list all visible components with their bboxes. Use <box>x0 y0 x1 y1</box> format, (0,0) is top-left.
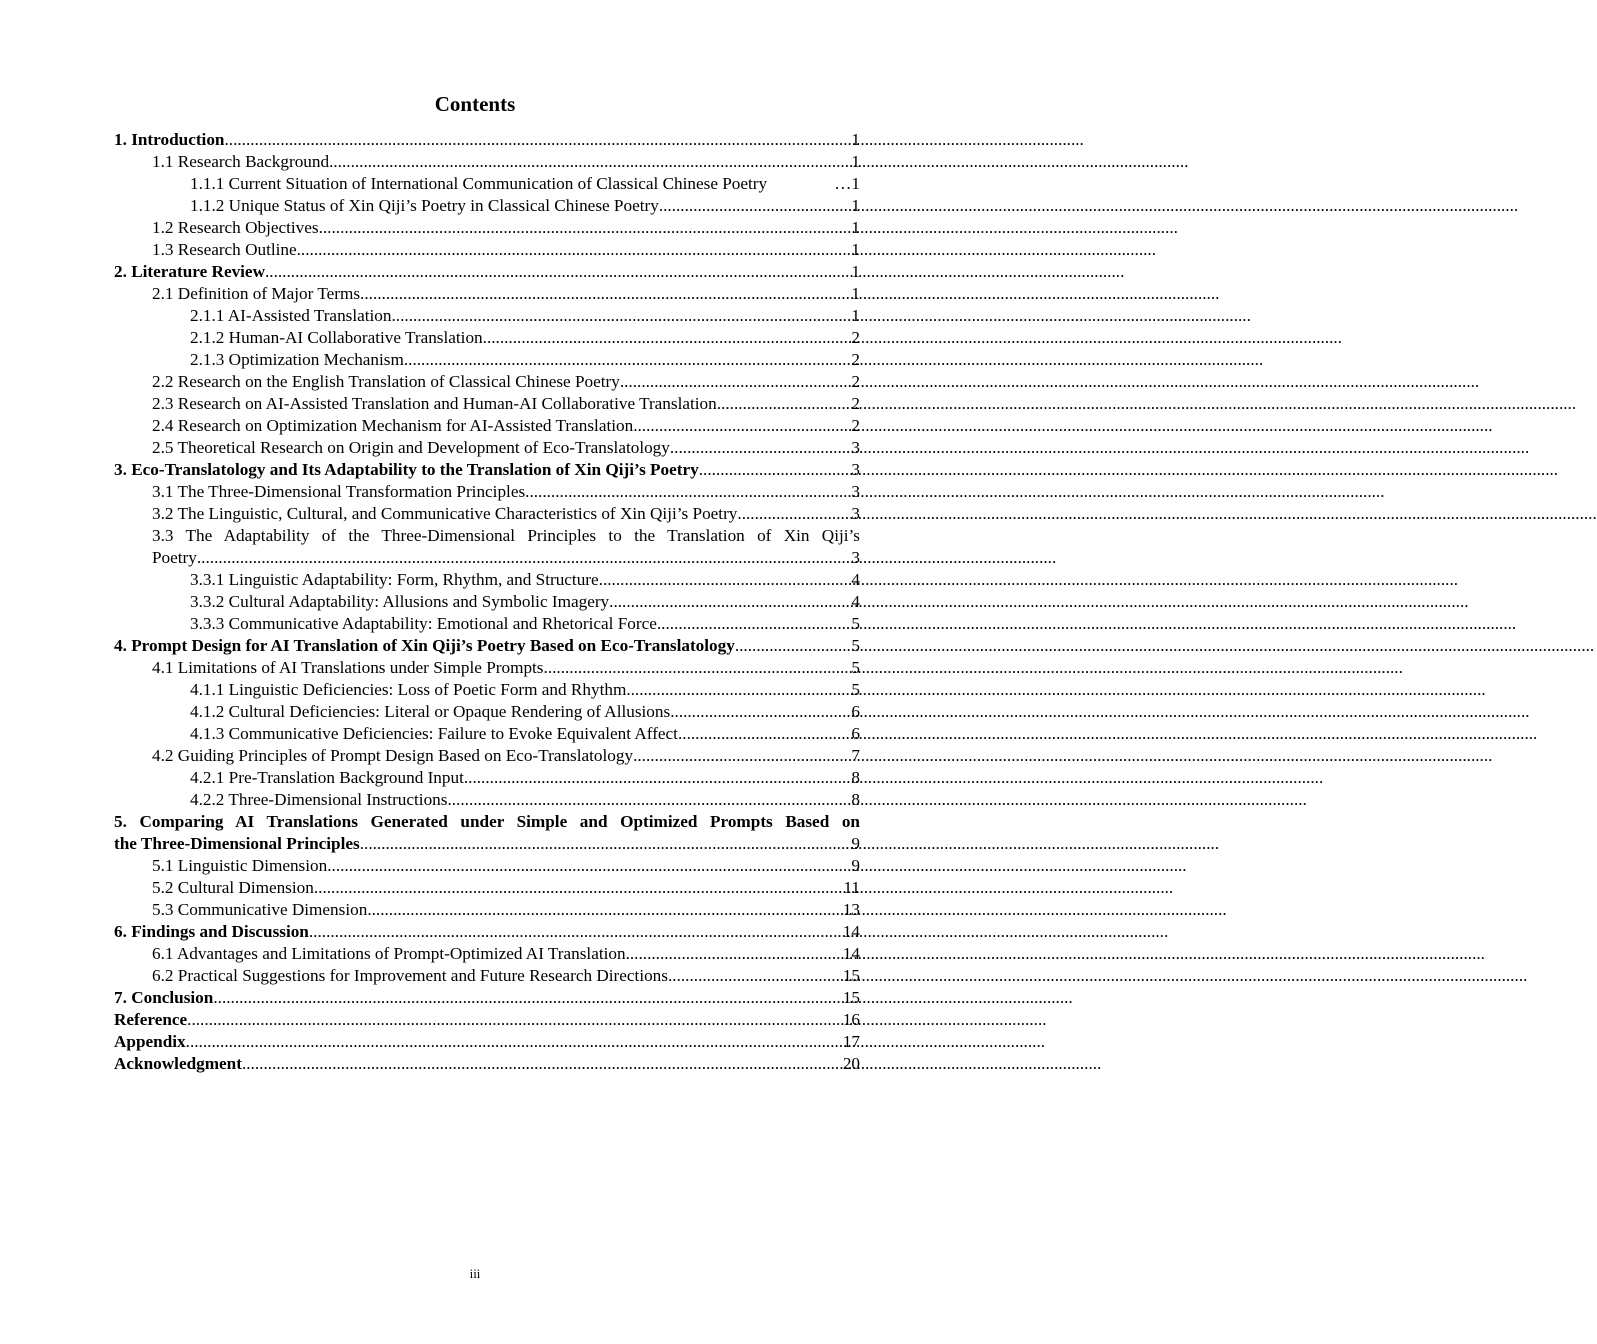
dot-leader <box>483 327 852 349</box>
toc-page-number: 3 <box>851 482 860 501</box>
toc-page-number: 3 <box>851 504 860 523</box>
toc-entry-title: 1.2 Research Objectives <box>152 218 319 237</box>
toc-entry[interactable] <box>114 415 860 437</box>
dot-leader <box>626 943 843 965</box>
toc-page-number: 2 <box>851 350 860 369</box>
dot-leader <box>668 965 843 987</box>
toc-page-number: 14 <box>842 922 860 941</box>
toc-entry[interactable] <box>114 855 860 877</box>
toc-entry-title: 3.3.3 Communicative Adaptability: Emotional and Rhetorical Force <box>190 614 657 633</box>
dot-leader <box>657 613 852 635</box>
toc-entry-title: 5.3 Communicative Dimension <box>152 900 368 919</box>
toc-entry[interactable] <box>114 723 860 745</box>
toc-page-number: 1 <box>851 284 860 303</box>
toc-entry-title: 2.1.3 Optimization Mechanism <box>190 350 404 369</box>
dot-leader <box>447 789 851 811</box>
toc-entry-title: 2.4 Research on Optimization Mechanism for AI-Assisted Translation <box>152 416 634 435</box>
page-number: iii <box>469 1266 481 1281</box>
toc-entry-title: 1.1.1 Current Situation of International Communication of Classical Chinese Poetry <box>190 174 768 193</box>
toc-entry[interactable] <box>114 877 860 899</box>
toc-entry[interactable] <box>114 261 860 283</box>
toc-entry[interactable] <box>114 833 860 855</box>
dot-leader <box>360 283 851 305</box>
toc-page-number: 5 <box>851 658 860 677</box>
toc-entry-title: 2.1.2 Human-AI Collaborative Translation <box>190 328 483 347</box>
dot-leader <box>197 547 852 569</box>
toc-entry[interactable] <box>114 195 860 217</box>
toc-entry-title: Reference <box>114 1010 188 1029</box>
dot-leader <box>599 569 852 591</box>
dot-leader <box>392 305 852 327</box>
dot-leader <box>297 239 852 261</box>
toc-entry-title: 2.2 Research on the English Translation of Classical Chinese Poetry <box>152 372 620 391</box>
toc-entry-title: 6. Findings and Discussion <box>114 922 309 941</box>
toc-entry[interactable] <box>114 459 860 481</box>
toc-entry[interactable] <box>114 305 860 327</box>
toc-entry[interactable] <box>114 965 860 987</box>
toc-entry[interactable] <box>114 635 860 657</box>
toc-entry-title: 3.1 The Three-Dimensional Transformation Principles <box>152 482 526 501</box>
page-title: Contents <box>434 92 516 116</box>
toc-entry-line1[interactable]: 5. Comparing AI Translations Generated under Simple and Optimized Prompts Based on <box>114 812 860 831</box>
toc-page-number: 3 <box>851 548 860 567</box>
toc-entry-title: 2. Literature Review <box>114 262 265 281</box>
toc-entry-title: 4.2.2 Three-Dimensional Instructions <box>190 790 448 809</box>
toc-entry-title: 6.2 Practical Suggestions for Improvement and Future Research Directions <box>152 966 668 985</box>
dot-leader <box>224 129 851 151</box>
toc-entry[interactable] <box>114 679 860 701</box>
toc-entry[interactable] <box>114 943 860 965</box>
toc-page-number: 1 <box>851 152 860 171</box>
toc-entry[interactable] <box>114 745 860 767</box>
dot-leader <box>327 855 851 877</box>
toc-entry-title: 4.1.3 Communicative Deficiencies: Failure to Evoke Equivalent Affect <box>190 724 678 743</box>
toc-page-number: 20 <box>842 1054 860 1073</box>
toc-page-number: 1 <box>851 196 860 215</box>
toc-page-number: 9 <box>851 856 860 875</box>
toc-entry[interactable] <box>114 1031 860 1053</box>
toc-entry-title: 5.1 Linguistic Dimension <box>152 856 328 875</box>
toc-entry-title: 4.2.1 Pre-Translation Background Input <box>190 768 464 787</box>
toc-page-number: 11 <box>843 878 860 897</box>
toc-entry[interactable] <box>114 173 860 195</box>
dot-leader <box>309 921 843 943</box>
toc-entry-title: 1.1 Research Background <box>152 152 330 171</box>
toc-page-number: 2 <box>851 328 860 347</box>
toc-entry[interactable] <box>114 767 860 789</box>
dot-leader <box>242 1053 843 1075</box>
toc-entry[interactable] <box>114 569 860 591</box>
dot-leader: … <box>834 174 852 193</box>
toc-entry-title: 1.1.2 Unique Status of Xin Qiji’s Poetry in Classical Chinese Poetry <box>190 196 659 215</box>
toc-entry-title: 4.1.2 Cultural Deficiencies: Literal or Opaque Rendering of Allusions <box>190 702 671 721</box>
toc-entry[interactable] <box>114 481 860 503</box>
toc-entry[interactable] <box>114 437 860 459</box>
toc-entry-title: Appendix <box>114 1032 186 1051</box>
toc-entry[interactable] <box>114 701 860 723</box>
toc-page-number: 1 <box>851 218 860 237</box>
dot-leader <box>659 195 852 217</box>
toc-entry-title: 5.2 Cultural Dimension <box>152 878 314 897</box>
dot-leader <box>187 1009 843 1031</box>
dot-leader <box>329 151 851 173</box>
toc-entry-title: the Three-Dimensional Principles <box>114 834 360 853</box>
toc-entry[interactable] <box>114 921 860 943</box>
toc-entry[interactable] <box>114 613 860 635</box>
toc-page-number: 8 <box>851 790 860 809</box>
dot-leader <box>525 481 851 503</box>
toc-entry-title: 4.1 Limitations of AI Translations under Simple Prompts <box>152 658 544 677</box>
toc-entry[interactable] <box>114 789 860 811</box>
toc-entry[interactable] <box>114 591 860 613</box>
toc-entry[interactable] <box>114 371 860 393</box>
toc-page-number: 16 <box>842 1010 860 1029</box>
dot-leader <box>620 371 852 393</box>
toc-page-number: 5 <box>851 614 860 633</box>
toc-page-number: 2 <box>851 394 860 413</box>
dot-leader <box>735 635 852 657</box>
toc-entry-title: 4.2 Guiding Principles of Prompt Design Based on Eco-Translatology <box>152 746 634 765</box>
dot-leader <box>360 833 852 855</box>
dot-leader <box>633 745 851 767</box>
dot-leader <box>367 899 843 921</box>
toc-entry[interactable] <box>114 987 860 1009</box>
toc-entry-title: Acknowledgment <box>114 1054 242 1073</box>
toc-entry[interactable] <box>114 239 860 261</box>
toc-entry[interactable] <box>114 503 860 525</box>
dot-leader <box>678 723 851 745</box>
toc-entry-title: 3. Eco-Translatology and Its Adaptability to the Translation of Xin Qiji’s Poetry <box>114 460 699 479</box>
toc-entry[interactable] <box>114 657 860 679</box>
dot-leader <box>319 217 852 239</box>
dot-leader <box>213 987 842 1009</box>
toc-page-number: 1 <box>851 130 860 149</box>
toc-entry-title: 3.3.1 Linguistic Adaptability: Form, Rhythm, and Structure <box>190 570 599 589</box>
toc-page-number: 5 <box>851 636 860 655</box>
toc-entry-title: 6.1 Advantages and Limitations of Prompt-Optimized AI Translation <box>152 944 626 963</box>
toc-page-number: 3 <box>851 438 860 457</box>
toc-entry[interactable] <box>114 129 860 151</box>
dot-leader <box>265 261 851 283</box>
toc-entry[interactable] <box>114 1009 860 1031</box>
dot-leader <box>609 591 851 613</box>
toc-entry-title: 4. Prompt Design for AI Translation of Xin Qiji’s Poetry Based on Eco-Translatology <box>114 636 735 655</box>
toc-page-number: 4 <box>851 570 860 589</box>
dot-leader <box>626 679 851 701</box>
dot-leader <box>670 701 851 723</box>
toc-entry-title: 3.2 The Linguistic, Cultural, and Communicative Characteristics of Xin Qiji’s Poetry <box>152 504 738 523</box>
toc-entry-line1[interactable]: 3.3 The Adaptability of the Three-Dimensional Principles to the Translation of Xin Qiji’s <box>152 526 860 545</box>
toc-entry-title: 7. Conclusion <box>114 988 214 1007</box>
dot-leader <box>699 459 852 481</box>
toc-page-number: 1 <box>851 306 860 325</box>
toc-page-number: 2 <box>851 372 860 391</box>
toc-entry-title: 2.3 Research on AI-Assisted Translation and Human-AI Collaborative Translation <box>152 394 717 413</box>
toc-page-number: 6 <box>851 724 860 743</box>
toc-page-number: 15 <box>842 966 860 985</box>
toc-entry-title: 2.5 Theoretical Research on Origin and Development of Eco-Translatology <box>152 438 670 457</box>
toc-page-number: 13 <box>842 900 860 919</box>
toc-page-number: 5 <box>851 680 860 699</box>
toc-entry-title: Poetry <box>152 548 197 567</box>
toc-entry-title: 1. Introduction <box>114 130 225 149</box>
dot-leader <box>314 877 844 899</box>
toc-page-number: 2 <box>851 416 860 435</box>
toc-page-number: 1 <box>851 174 860 193</box>
toc-page-number: 8 <box>851 768 860 787</box>
dot-leader <box>670 437 852 459</box>
dot-leader <box>633 415 851 437</box>
toc-page-number: 17 <box>842 1032 860 1051</box>
toc-page-number: 4 <box>851 592 860 611</box>
dot-leader <box>464 767 852 789</box>
toc-page-number: 3 <box>851 460 860 479</box>
toc-page-number: 14 <box>842 944 860 963</box>
toc-page-number: 6 <box>851 702 860 721</box>
toc-page-number: 7 <box>851 746 860 765</box>
toc-entry-title: 2.1.1 AI-Assisted Translation <box>190 306 392 325</box>
toc-entry[interactable] <box>114 327 860 349</box>
toc-entry[interactable] <box>114 547 860 569</box>
toc-page-number: 1 <box>851 240 860 259</box>
toc-page-number: 9 <box>851 834 860 853</box>
toc-entry[interactable] <box>114 283 860 305</box>
toc-entry[interactable] <box>114 349 860 371</box>
dot-leader <box>404 349 852 371</box>
toc-page-number: 1 <box>851 262 860 281</box>
dot-leader <box>186 1031 843 1053</box>
toc-page-number: 15 <box>842 988 860 1007</box>
toc-entry[interactable] <box>114 1053 860 1075</box>
toc-entry[interactable] <box>114 393 860 415</box>
toc-entry[interactable] <box>114 899 860 921</box>
table-of-contents <box>114 129 860 1075</box>
dot-leader <box>717 393 852 415</box>
dot-leader <box>737 503 851 525</box>
toc-entry-title: 1.3 Research Outline <box>152 240 297 259</box>
toc-entry-title: 4.1.1 Linguistic Deficiencies: Loss of Poetic Form and Rhythm <box>190 680 627 699</box>
toc-entry[interactable] <box>114 217 860 239</box>
toc-entry-title: 3.3.2 Cultural Adaptability: Allusions and Symbolic Imagery <box>190 592 610 611</box>
toc-entry[interactable] <box>114 151 860 173</box>
toc-entry-title: 2.1 Definition of Major Terms <box>152 284 361 303</box>
dot-leader <box>544 657 852 679</box>
